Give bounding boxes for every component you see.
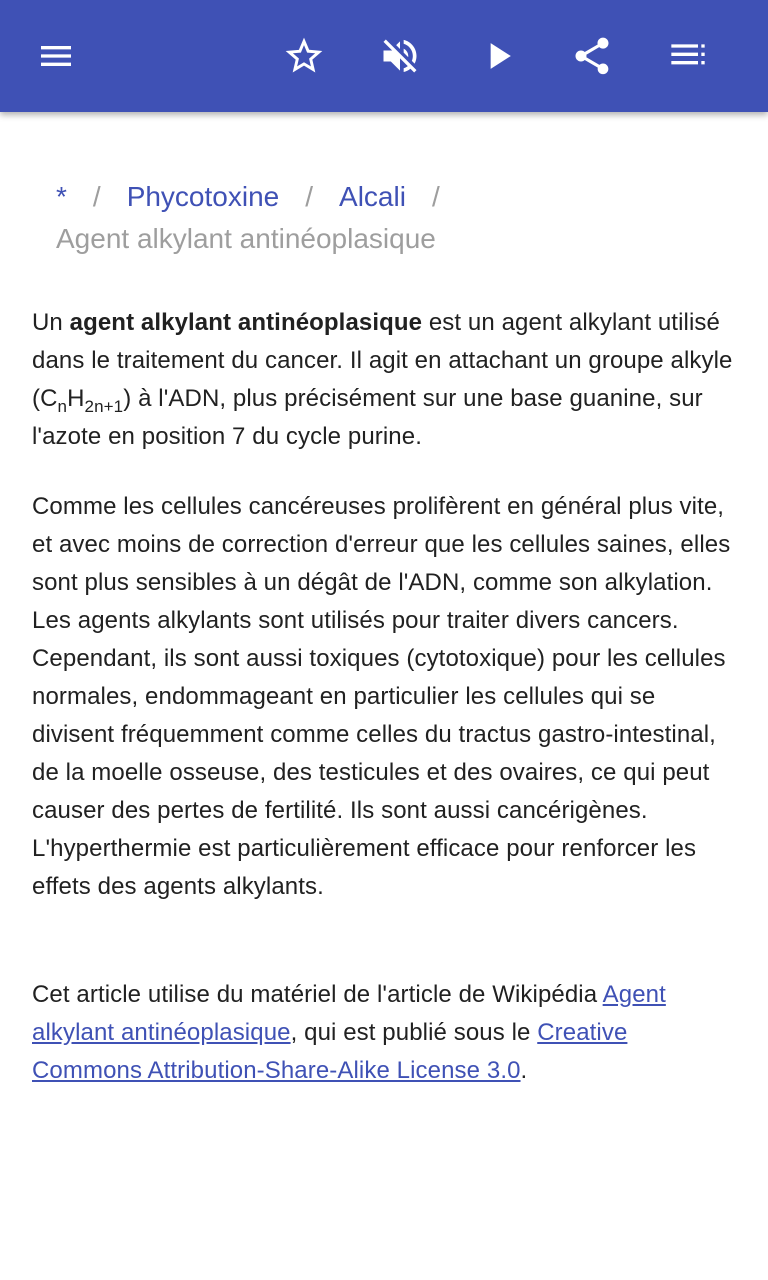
playlist-icon: [668, 36, 708, 76]
article-content: [32, 112, 736, 1090]
breadcrumb-item-phycotoxine[interactable]: Phycotoxine: [126, 181, 280, 212]
subscript: 2n+1: [84, 397, 124, 416]
text-span: ) à l'ADN, plus précisément sur une base guanine, sur l'azote en position 7 du cycle purine.: [32, 385, 703, 450]
mute-button[interactable]: [366, 22, 434, 90]
attribution-paragraph: [32, 976, 736, 1090]
play-button[interactable]: [464, 22, 532, 90]
text-span: , qui est publié sous le: [290, 1019, 538, 1046]
menu-icon: [36, 36, 76, 76]
contents-button[interactable]: [654, 22, 722, 90]
favorite-button[interactable]: [270, 22, 338, 90]
article-paragraph: [32, 304, 736, 456]
share-button[interactable]: [558, 22, 626, 90]
share-icon: [570, 34, 614, 78]
breadcrumb-separator: /: [92, 181, 101, 212]
breadcrumb-item-root[interactable]: *: [56, 181, 67, 212]
star-outline-icon: [282, 34, 326, 78]
license-link[interactable]: Creative Commons Attribution-Share-Alike License 3.0: [32, 1019, 628, 1084]
breadcrumb-separator: /: [305, 181, 314, 212]
volume-off-icon: [378, 34, 422, 78]
app-bar: [0, 0, 768, 112]
breadcrumb-current: Agent alkylant antinéoplasique: [56, 223, 436, 254]
breadcrumb: [32, 176, 736, 260]
menu-button[interactable]: [22, 22, 90, 90]
text-span: H: [67, 385, 85, 412]
subscript: n: [57, 397, 68, 416]
text-span: .: [520, 1057, 528, 1084]
breadcrumb-separator: /: [431, 181, 440, 212]
article-paragraph: Comme les cellules cancéreuses prolifèrent en général plus vite, et avec moins de correction d'erreur que les cellules saines, elles sont plus sensibles à un dégât de l'ADN, comme son alkylation. Les agents alkylants sont utilisés pour traiter divers cancers. Cependant, ils sont aussi toxiques (cytotoxique) pour les cellules normales, endommageant en particulier les cellules qui se divisent fréquemment comme celles du tractus gastro-intestinal, de la moelle osseuse, des testicules et des ovaires, ce qui peut causer des pertes de fertilité. Ils sont aussi cancérigènes. L'hyperthermie est particulièrement efficace pour renforcer les effets des agents alkylants.: [32, 493, 731, 900]
play-icon: [476, 34, 520, 78]
article-term: agent alkylant antinéoplasique: [69, 309, 423, 336]
text-span: Cet article utilise du matériel de l'article de Wikipédia: [32, 981, 603, 1008]
wikipedia-article-link[interactable]: Agent alkylant antinéoplasique: [32, 981, 666, 1046]
text-span: Un: [32, 309, 70, 336]
text-span: est un agent alkylant utilisé dans le traitement du cancer. Il agit en attachant un groupe alkyle (C: [32, 309, 733, 412]
breadcrumb-item-alcali[interactable]: Alcali: [339, 181, 406, 212]
